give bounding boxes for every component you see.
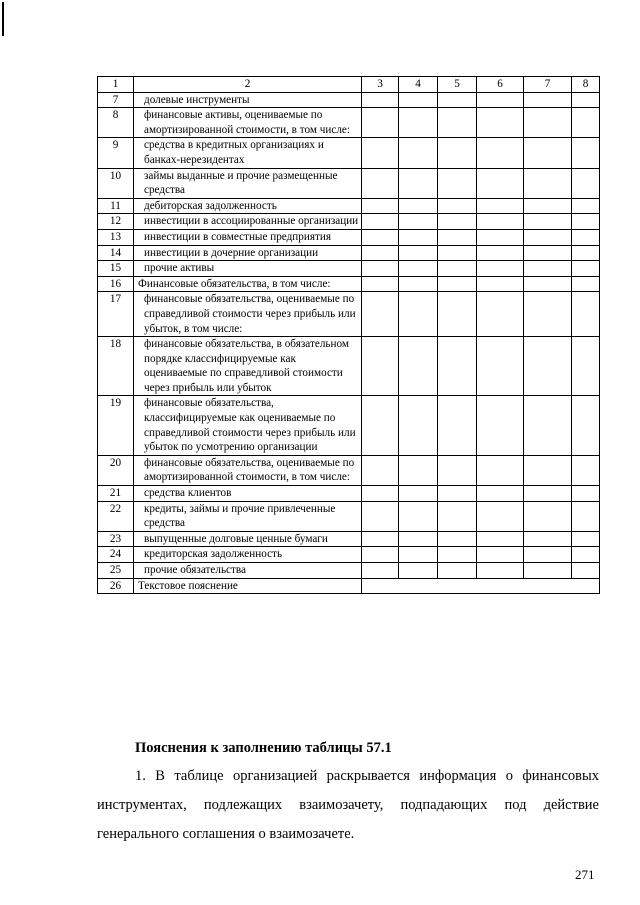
table-row (98, 486, 600, 502)
value-cell (477, 245, 524, 261)
value-cell (572, 214, 600, 230)
row-description: прочие обязательства (134, 563, 362, 579)
value-cell (477, 501, 524, 531)
notes-paragraph (97, 762, 599, 849)
value-cell (572, 501, 600, 531)
value-cell (399, 138, 438, 168)
column-number-5: 5 (438, 77, 477, 93)
row-number: 26 (98, 578, 134, 594)
row-number: 7 (98, 92, 134, 108)
column-number-8: 8 (572, 77, 600, 93)
table-row (98, 229, 600, 245)
row-description: кредиторская задолженность (134, 547, 362, 563)
value-cell (438, 198, 477, 214)
value-cell (399, 229, 438, 245)
value-cell (477, 547, 524, 563)
row-number: 14 (98, 245, 134, 261)
table-row (98, 578, 600, 594)
value-cell (362, 396, 399, 455)
value-cell (572, 292, 600, 337)
value-cell (399, 501, 438, 531)
row-description: финансовые обязательства, оцениваемые по справедливой стоимости через прибыль или убыток, в том числе: (134, 292, 362, 337)
value-cell (572, 198, 600, 214)
value-cell (438, 396, 477, 455)
row-description: дебиторская задолженность (134, 198, 362, 214)
merged-cell (362, 578, 600, 594)
row-description: кредиты, займы и прочие привлеченные средства (134, 501, 362, 531)
row-number: 12 (98, 214, 134, 230)
row-number: 20 (98, 455, 134, 485)
value-cell (524, 486, 572, 502)
value-cell (399, 486, 438, 502)
table-row (98, 501, 600, 531)
value-cell (477, 198, 524, 214)
value-cell (438, 276, 477, 292)
column-number-7: 7 (524, 77, 572, 93)
value-cell (438, 245, 477, 261)
page-number: 271 (575, 867, 595, 882)
table-row (98, 292, 600, 337)
value-cell (438, 531, 477, 547)
table-row (98, 108, 600, 138)
row-description: Текстовое пояснение (134, 578, 362, 594)
row-number: 10 (98, 168, 134, 198)
value-cell (362, 261, 399, 277)
row-number: 13 (98, 229, 134, 245)
row-number: 19 (98, 396, 134, 455)
value-cell (524, 396, 572, 455)
value-cell (362, 531, 399, 547)
value-cell (438, 261, 477, 277)
value-cell (438, 486, 477, 502)
table-row (98, 276, 600, 292)
table-row (98, 547, 600, 563)
value-cell (399, 92, 438, 108)
value-cell (438, 138, 477, 168)
value-cell (524, 168, 572, 198)
value-cell (362, 563, 399, 579)
value-cell (362, 229, 399, 245)
value-cell (477, 138, 524, 168)
table-row (98, 245, 600, 261)
value-cell (362, 547, 399, 563)
row-number: 15 (98, 261, 134, 277)
value-cell (524, 198, 572, 214)
value-cell (572, 276, 600, 292)
value-cell (477, 292, 524, 337)
notes-paragraph-text: 1. В таблице организацией раскрывается информация о финансовых инструментах, подлежащих взаимозачету, подпадающих под действие генерального соглашения о взаимозачете. (97, 768, 599, 842)
value-cell (438, 108, 477, 138)
value-cell (572, 547, 600, 563)
value-cell (438, 455, 477, 485)
row-number: 24 (98, 547, 134, 563)
value-cell (362, 337, 399, 396)
value-cell (524, 261, 572, 277)
value-cell (438, 292, 477, 337)
row-description: средства клиентов (134, 486, 362, 502)
table-row (98, 531, 600, 547)
value-cell (438, 92, 477, 108)
value-cell (362, 501, 399, 531)
value-cell (524, 547, 572, 563)
value-cell (399, 531, 438, 547)
value-cell (399, 455, 438, 485)
value-cell (362, 292, 399, 337)
value-cell (477, 563, 524, 579)
column-number-4: 4 (399, 77, 438, 93)
row-description: финансовые обязательства, классифицируемые как оцениваемые по справедливой стоимости через прибыль или убыток по усмотрению организации (134, 396, 362, 455)
row-number: 21 (98, 486, 134, 502)
value-cell (362, 455, 399, 485)
value-cell (362, 138, 399, 168)
row-description: выпущенные долговые ценные бумаги (134, 531, 362, 547)
value-cell (438, 337, 477, 396)
value-cell (399, 108, 438, 138)
value-cell (572, 261, 600, 277)
value-cell (362, 168, 399, 198)
value-cell (572, 138, 600, 168)
value-cell (399, 198, 438, 214)
margin-mark (2, 2, 4, 36)
value-cell (572, 229, 600, 245)
value-cell (399, 276, 438, 292)
value-cell (524, 214, 572, 230)
value-cell (477, 168, 524, 198)
table-row (98, 563, 600, 579)
value-cell (572, 531, 600, 547)
row-number: 8 (98, 108, 134, 138)
value-cell (572, 92, 600, 108)
value-cell (477, 276, 524, 292)
value-cell (477, 486, 524, 502)
table-header-row (98, 77, 600, 93)
value-cell (572, 168, 600, 198)
table-row (98, 168, 600, 198)
column-number-1: 1 (98, 77, 134, 93)
notes-heading: Пояснения к заполнению таблицы 57.1 (135, 740, 392, 756)
value-cell (477, 214, 524, 230)
value-cell (399, 547, 438, 563)
row-number: 18 (98, 337, 134, 396)
row-number: 23 (98, 531, 134, 547)
value-cell (572, 563, 600, 579)
value-cell (438, 229, 477, 245)
value-cell (362, 276, 399, 292)
row-number: 25 (98, 563, 134, 579)
value-cell (362, 486, 399, 502)
value-cell (524, 563, 572, 579)
value-cell (524, 276, 572, 292)
column-number-2: 2 (134, 77, 362, 93)
row-description: инвестиции в совместные предприятия (134, 229, 362, 245)
value-cell (477, 229, 524, 245)
value-cell (438, 547, 477, 563)
row-description: инвестиции в ассоциированные организации (134, 214, 362, 230)
value-cell (438, 214, 477, 230)
value-cell (438, 563, 477, 579)
row-description: Финансовые обязательства, в том числе: (134, 276, 362, 292)
value-cell (524, 92, 572, 108)
row-number: 22 (98, 501, 134, 531)
row-description: займы выданные и прочие размещенные средства (134, 168, 362, 198)
table-row (98, 214, 600, 230)
row-description: финансовые обязательства, оцениваемые по амортизированной стоимости, в том числе: (134, 455, 362, 485)
row-number: 16 (98, 276, 134, 292)
column-number-3: 3 (362, 77, 399, 93)
table-row (98, 455, 600, 485)
row-description: инвестиции в дочерние организации (134, 245, 362, 261)
value-cell (399, 261, 438, 277)
value-cell (362, 108, 399, 138)
table-body (98, 77, 600, 594)
row-number: 9 (98, 138, 134, 168)
value-cell (399, 245, 438, 261)
value-cell (524, 292, 572, 337)
table-row (98, 198, 600, 214)
value-cell (362, 245, 399, 261)
value-cell (524, 337, 572, 396)
value-cell (572, 486, 600, 502)
table-row (98, 396, 600, 455)
value-cell (524, 531, 572, 547)
value-cell (477, 455, 524, 485)
value-cell (524, 229, 572, 245)
value-cell (477, 92, 524, 108)
value-cell (477, 261, 524, 277)
value-cell (477, 337, 524, 396)
value-cell (362, 198, 399, 214)
value-cell (399, 292, 438, 337)
value-cell (524, 138, 572, 168)
value-cell (477, 396, 524, 455)
row-description: прочие активы (134, 261, 362, 277)
value-cell (477, 531, 524, 547)
value-cell (399, 214, 438, 230)
value-cell (524, 501, 572, 531)
row-description: долевые инструменты (134, 92, 362, 108)
financial-instruments-table (97, 76, 600, 594)
value-cell (362, 92, 399, 108)
row-description: финансовые обязательства, в обязательном порядке классифицируемые как оцениваемые по справедливой стоимости через прибыль или убыток (134, 337, 362, 396)
value-cell (524, 245, 572, 261)
value-cell (572, 396, 600, 455)
table-row (98, 261, 600, 277)
value-cell (524, 455, 572, 485)
value-cell (399, 168, 438, 198)
value-cell (399, 337, 438, 396)
value-cell (572, 337, 600, 396)
row-description: средства в кредитных организациях и банках-нерезидентах (134, 138, 362, 168)
table-row (98, 92, 600, 108)
value-cell (362, 214, 399, 230)
value-cell (438, 168, 477, 198)
value-cell (438, 501, 477, 531)
value-cell (399, 396, 438, 455)
value-cell (399, 563, 438, 579)
value-cell (572, 245, 600, 261)
row-number: 17 (98, 292, 134, 337)
row-number: 11 (98, 198, 134, 214)
row-description: финансовые активы, оцениваемые по амортизированной стоимости, в том числе: (134, 108, 362, 138)
value-cell (572, 108, 600, 138)
value-cell (477, 108, 524, 138)
value-cell (524, 108, 572, 138)
column-number-6: 6 (477, 77, 524, 93)
table-row (98, 138, 600, 168)
table-row (98, 337, 600, 396)
value-cell (572, 455, 600, 485)
